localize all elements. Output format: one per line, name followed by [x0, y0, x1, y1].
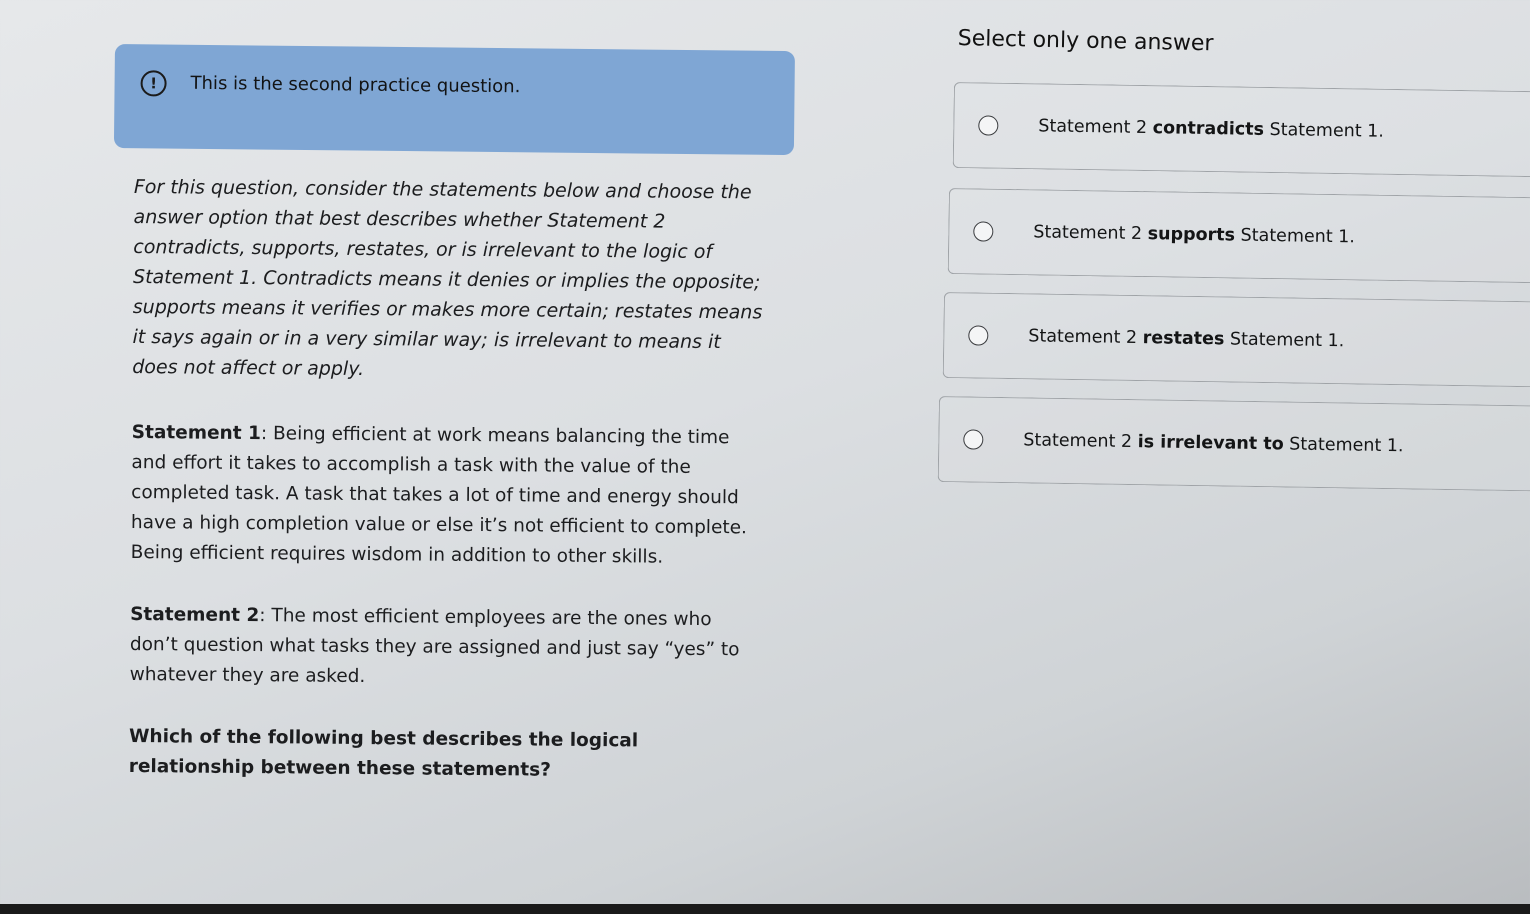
- answer-option-label: [1033, 222, 1355, 247]
- statement-2-label: Statement 2: [130, 603, 260, 627]
- option-suffix: Statement 1.: [1283, 434, 1404, 457]
- notice-text: This is the second practice question.: [190, 72, 521, 98]
- option-keyword: supports: [1147, 224, 1236, 246]
- option-prefix: Statement 2: [1028, 326, 1143, 349]
- option-prefix: Statement 2: [1033, 222, 1148, 245]
- select-only-one-hint: Select only one answer: [957, 26, 1214, 57]
- option-keyword: contradicts: [1152, 118, 1265, 140]
- answer-option-restates[interactable]: [943, 292, 1530, 387]
- answer-option-contradicts[interactable]: [953, 82, 1530, 177]
- answer-option-label: [1038, 116, 1384, 141]
- statement-1: [131, 418, 762, 573]
- statement-1-text: : Being efficient at work means balancing the time and effort it takes to accomplish a task with the value of the completed task. A task that takes a lot of time and energy should have a high completion value or else it’s not efficient to complete. Being efficient requires wisdom in addition to other skills.: [130, 423, 747, 568]
- answer-option-label: [1028, 326, 1344, 351]
- screen-bezel-edge: [0, 904, 1530, 914]
- statement-1-label: Statement 1: [131, 421, 262, 445]
- question-panel: [129, 172, 774, 806]
- question-prompt: Which of the following best describes the logical relationship between these statements?: [128, 725, 639, 781]
- answer-option-label: [1023, 430, 1404, 456]
- option-suffix: Statement 1.: [1263, 119, 1385, 142]
- option-keyword: restates: [1142, 328, 1225, 350]
- option-keyword: is irrelevant to: [1137, 432, 1284, 455]
- radio-button[interactable]: [978, 115, 998, 135]
- radio-button[interactable]: [973, 221, 993, 241]
- option-prefix: Statement 2: [1038, 116, 1153, 139]
- radio-button[interactable]: [968, 325, 988, 345]
- option-prefix: Statement 2: [1023, 430, 1138, 453]
- option-suffix: Statement 1.: [1234, 225, 1356, 248]
- instructions-text: For this question, consider the statements below and choose the answer option that best describes whether Statement 2 contradicts, supports, restates, or is irrelevant to the logic of Statement 1. Contradicts means it denies or implies the opposite; supports means it verifies or makes more certain; restates means it says again or in a very similar way; is irrelevant to means it does not affect or apply.: [132, 175, 763, 381]
- statement-2: [129, 600, 760, 695]
- answer-option-irrelevant[interactable]: [938, 396, 1530, 491]
- answer-option-supports[interactable]: [948, 188, 1530, 283]
- practice-notice-banner: [114, 44, 795, 155]
- radio-button[interactable]: [963, 429, 983, 449]
- alert-circle-icon: !: [140, 70, 166, 96]
- option-suffix: Statement 1.: [1224, 329, 1345, 352]
- statement-2-text: : The most efficient employees are the ones who don’t question what tasks they are assigned and just say “yes” to whatever they are asked.: [129, 605, 740, 688]
